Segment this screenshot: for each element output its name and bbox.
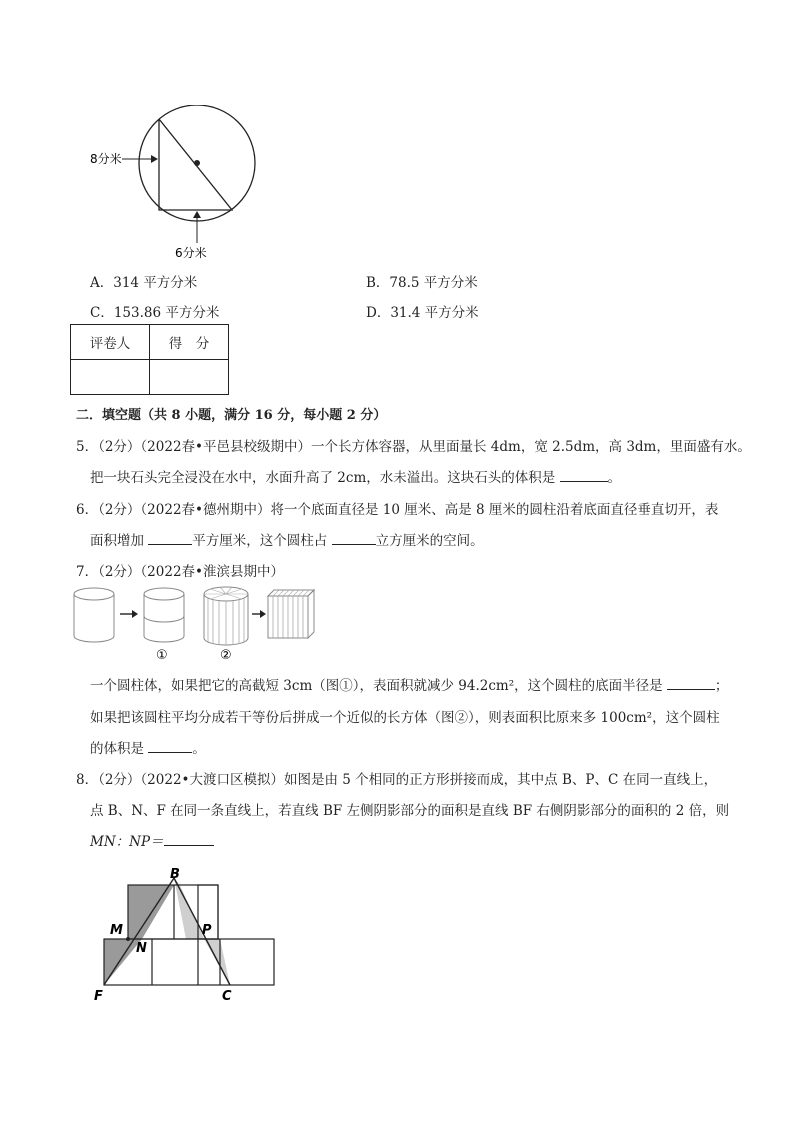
option-c[interactable]: C．153.86 平方分米 — [90, 305, 220, 321]
q7-line1: 一个圆柱体，如果把它的高截短 3cm（图①），表面积就减少 94.2cm²，这个圆柱的底面半径是 ； — [90, 674, 728, 694]
q8-line3: MN：NP＝ — [90, 830, 214, 850]
option-d[interactable]: D．31.4 平方分米 — [366, 305, 479, 321]
circle-figure — [80, 105, 270, 265]
cylinder-sectors — [204, 587, 248, 645]
cylinder-figure — [70, 584, 330, 664]
q8-line1: 8．（2分）（2022•大渡口区模拟）如图是由 5 个相同的正方形拼接而成，其中点 B、P、C 在同一直线上， — [76, 772, 718, 788]
label-B: B — [170, 868, 180, 882]
arrow-left-head — [151, 155, 158, 163]
score-header: 得 分 — [150, 325, 229, 360]
arrow-1-head — [132, 610, 138, 618]
q7-header: 7．（2分）（2022春•淮滨县期中） — [76, 564, 284, 580]
q6-blank-2[interactable] — [332, 530, 376, 545]
q8-blank[interactable] — [164, 831, 214, 846]
score-cell[interactable] — [150, 360, 229, 395]
reviewer-header: 评卷人 — [71, 325, 150, 360]
option-b[interactable]: B．78.5 平方分米 — [366, 275, 478, 291]
cylinder-cut — [144, 588, 184, 642]
q5-line2: 把一块石头完全浸没在水中，水面升高了 2cm，水未溢出。这块石头的体积是 。 — [90, 466, 621, 486]
center-dot — [194, 160, 200, 166]
arrow-2-head — [260, 610, 266, 618]
arrow-up-head — [193, 211, 201, 218]
squares-figure — [90, 868, 310, 1008]
q7-line2: 如果把该圆柱平均分成若干等份后拼成一个近似的长方体（图②），则表面积比原来多 100cm²，这个圆柱 — [90, 710, 720, 726]
option-a[interactable]: A．314 平方分米 — [90, 275, 198, 291]
label-6dm: 6分米 — [175, 246, 207, 260]
cylinder-original — [74, 588, 114, 642]
label-8dm: 8分米 — [90, 152, 122, 166]
q6-blank-1[interactable] — [148, 530, 192, 545]
fig-label-1: ① — [156, 648, 168, 663]
q7-line3: 的体积是 。 — [90, 737, 206, 757]
q6-line1: 6．（2分）（2022春•德州期中）将一个底面直径是 10 厘米、高是 8 厘米的圆柱沿着底面直径垂直切开，表 — [76, 502, 719, 518]
score-table — [70, 324, 229, 395]
reviewer-cell[interactable] — [71, 360, 150, 395]
q5-line1: 5．（2分）（2022春•平邑县校级期中）一个长方体容器，从里面量长 4dm，宽 2.5dm，高 3dm，里面盛有水。 — [76, 439, 751, 455]
q7-blank-2[interactable] — [148, 738, 192, 753]
q6-line2: 面积增加 平方厘米，这个圆柱占 立方厘米的空间。 — [90, 529, 484, 549]
fig-label-2: ② — [220, 648, 232, 663]
q8-line2: 点 B、N、F 在同一条直线上，若直线 BF 左侧阴影部分的面积是直线 BF 右侧阴影部分的面积的 2 倍，则 — [90, 803, 730, 819]
label-N: N — [136, 941, 147, 956]
q7-blank-1[interactable] — [667, 675, 715, 690]
approx-cuboid — [268, 590, 314, 638]
label-M: M — [110, 923, 123, 938]
q5-blank[interactable] — [560, 467, 608, 482]
section-title: 二．填空题（共 8 小题，满分 16 分，每小题 2 分） — [76, 408, 387, 423]
label-C: C — [222, 989, 232, 1004]
label-P: P — [202, 923, 212, 938]
point-m — [126, 937, 130, 941]
label-F: F — [94, 989, 103, 1004]
